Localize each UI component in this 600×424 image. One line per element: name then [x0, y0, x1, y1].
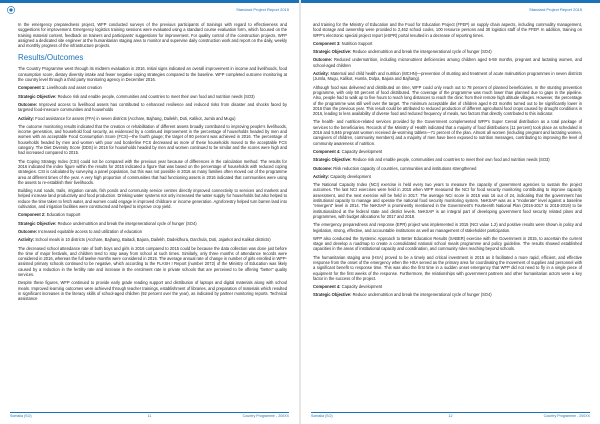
footer-divider	[311, 412, 590, 413]
header-title: Standard Project Report 2015	[529, 7, 582, 12]
paragraph: and training for the Ministry of Education and the Food for Education Project (FFEP) on supply chain aspects, including commodity management, food storage and ownership were provided to 2,462 school cooks, 100 resource persons and 30 logistics staff of the FFEP. In addition, training on WFP's electronic special project report (eSPR) portal resulted in a decrease of reporting times.	[313, 22, 582, 38]
label: Outcome:	[18, 228, 38, 234]
labeled-paragraph: Outcome: Improved access to livelihood assets has contributed to enhanced resilience and reduced risks from disaster and shocks faced by targeted food-insecure communities and households	[18, 101, 287, 113]
left-content	[18, 22, 287, 304]
paragraph: Although food was delivered and distributed on time, WFP could only reach out to 78 percent of planned beneficiaries. In the stunting prevention programme, with only 50 percent of food distributed. The coverage of the programme was much lower than planned due to gaps in the pipeline. Also, people had to walk up to five hours to reach long distances to reach the clinic from their remote high altitude villages. However, the percentage of the programme was still well over the target. The minimum acceptable diet of children aged 6-23 months turned out to be significantly lower in 2016 than the previous year. This result could be attributed to reduced production of different agricultural food crops caused by drought conditions in 2016, leading to less availability of diverse food and reduced frequency of meals, two factors that directly contributed to this indicator.	[313, 84, 582, 117]
footer-right: Country Programme - 200XX	[242, 414, 289, 418]
paragraph: The decreased school attendance rate of both boys and girls in 2016 compared to 2015 could be because the data collection was done just before the time of major festivals, and children tend to stay away from school at such times. Similarly, only three months of attendance records were considered in 2016, whereas the full twelve months were considered in 2015. The average annual rate of change in number of girls enrolled in WFP-assisted primary schools continued to be negative, which according to the FLASH I Report (number 2072) of the Ministry of Education was likely caused by a reduction in the fertility rate and increase in the enrolment rate in private schools that are perceived to be offering "better" quality services.	[18, 245, 287, 277]
label: Component 3:	[313, 40, 341, 46]
labeled-paragraph: Component 2: Education Support	[18, 212, 81, 218]
labeled-paragraph: Outcome: Increased equitable access to and utilization of education	[18, 228, 143, 234]
labeled-paragraph: Component 4: Capacity development	[313, 284, 383, 290]
label: Component 4:	[313, 284, 341, 290]
page-number: 11	[147, 414, 152, 418]
labeled-paragraph: Activity: Capacity development	[313, 173, 371, 179]
wfp-logo-icon	[7, 6, 15, 14]
page-number: 12	[448, 414, 453, 418]
label: Component 4:	[313, 148, 341, 154]
page-header	[301, 6, 600, 16]
label: Activity:	[313, 173, 330, 179]
left-page	[0, 0, 299, 424]
label: Component 1:	[18, 85, 46, 91]
label: Activity:	[313, 71, 330, 77]
label: Strategic Objective:	[313, 49, 352, 55]
labeled-paragraph: Activity: School meals in 10 districts (Acchare, Bajhang, Baitadi, Bajura, Dailekh, Dadeldhura, Darchula, Doti, Jajarkot and Kalikot districts)	[18, 237, 271, 243]
labeled-paragraph: Strategic Objective: Reduce undernutrition and break the intergenerational cycle of hunger (SO4)	[313, 49, 492, 55]
label: Outcome:	[313, 165, 333, 171]
page-header	[0, 6, 299, 16]
labeled-paragraph: Strategic Objective: Reduce undernutrition and break the intergenerational cycle of hunger (SO4)	[18, 220, 197, 226]
label: Strategic Objective:	[18, 220, 57, 226]
labeled-paragraph: Component 1: Livelihoods and asset creation	[18, 85, 102, 91]
label: Strategic Objective:	[313, 292, 352, 298]
label: Strategic Objective:	[313, 157, 352, 163]
footer-right: Country Programme - 200XX	[543, 414, 590, 418]
paragraph: Despite these figures, WFP continued to provide early grade reading support and distribution of laptops and digital materials along with school meals. Improved learning outcomes were achieved through teacher trainings, establishment of libraries, and preparation of materials which resulted in significant increases in the literacy skills of school-aged children (92 percent over the year), as indicated by partner monitoring reports. Technical assistance	[18, 280, 287, 302]
paragraph: WFP also conducted the Systemic Approach to Better Education Results (SABER) exercise with the Government in 2015, to ascertain the current stage and develop a roadmap to create a consolidated national school meals programme and policy guideline. The results showed established capacities in the areas of institutional capacity and coordination, and community roles reaching beyond schools.	[313, 235, 582, 252]
paragraph: The Coping Strategy Index (CSI) could not be compared with the previous year because of differences in the calculation method. The results for 2016 indicated the index figure within the results for 2015 indicated a figure that was based on the percentage of households with reduced coping strategies. CSI is calculated by surveying a panel population, but this was not possible in 2016 as many families often moved out of the programme area at different times of the year. A very high proportion of communities that had functioning assets in 2016 indicated that communities were using the assets to re-establish their livelihoods.	[18, 158, 287, 185]
label: Activity:	[18, 237, 35, 243]
footer-left: Somalia (SO)	[311, 414, 333, 418]
labeled-paragraph: Strategic Objective: Reduce risk and enable people, communities and countries to meet their own food and nutrition needs (SO3)	[18, 93, 255, 99]
top-accent-bar	[0, 0, 299, 3]
paragraph: The outcome monitoring results indicated that the creation or rehabilitation of different assets broadly contributed to improving people's livelihoods, income generation, and household food security, as evidenced by a continued improvement in the percentage of households headed by men and women with an acceptable Food Consumption Score (FCS)—the fourth gauge; the target of 80 percent was achieved in 2016. The percentage of households headed by men and women with poor and borderline FCS decreased as more of these households moved to the acceptable FCS category. The Diet Diversity Score (DDS) in 2016 for households headed by men and women continued to be similar and the scores were high and had increased compared to 2015.	[18, 123, 287, 156]
paragraph: The National Capacity Index (NCI) exercise is held every two years to measure the capacity of government agencies to sustain the project outcomes. The last NCI exercises were held in 2015 when WFP measured the NCI for food security monitoring contributing to improve capacity assessment, and the next exercise will be held in 2017. The average NCI score in 2015 was 16 out of 24, indicating that the government has institutional capacity to manage and operate the national food security monitoring system. NeKSAP was as a "moderate" level against a baseline "emergent" level in 2014. The NeKSAP is prominently mentioned in the Government's Fourteenth National Plan (2016-2017 to 2018-2019) to be institutionalized at the federal state and district levels. NeKSAP is an integral part of developing government food security related plans and programmes, with budget allocations for 2017 and 2018.	[313, 182, 582, 219]
labeled-paragraph: Activity: Food assistance for assets (FFA) in seven districts (Acchare, Bajhang, Dailekh, Doti, Kalikot, Jumla and Mugu)	[18, 115, 236, 121]
labeled-paragraph: Outcome: Risk reduction capacity of countries, communities and institutions strengthened	[313, 165, 477, 171]
footer-left: Somalia (SO)	[10, 414, 32, 418]
label: Component 2:	[18, 212, 46, 218]
header-title: Standard Project Report 2015	[236, 7, 289, 12]
labeled-paragraph: Component 4: Capacity development	[313, 148, 383, 154]
labeled-paragraph: Strategic Objective: Reduce risk and enable people, communities and countries to meet their own food and nutrition needs (SO3)	[313, 157, 550, 163]
label: Outcome:	[18, 101, 38, 107]
labeled-paragraph: Component 3: Nutrition Support	[313, 40, 373, 46]
paragraph: The Country Programme went through its midterm evaluation in 2016. Initial signs indicated an overall improvement in income and livelihoods, food consumption score, dietary diversity intake and fewer negative coping strategies compared to the baseline. WFP completed outcome monitoring at the country level through a third party monitoring agency in December 2016.	[18, 66, 287, 83]
section-title: Results/Outcomes	[18, 53, 84, 63]
page-footer	[301, 412, 600, 420]
paragraph: Building rural roads, trails, irrigation canals, fish ponds and community service centres directly improved connectivity to services and markets and helped increase land productivity and food production. Drinking water systems not only increased the water supply for households but also helped to reduce the time taken to fetch water, and women could engage in improved childcare or income generation. Agroforestry helped turn barren land into cultivation, and irrigation facilities were constructed and helped to improve crop yield.	[18, 188, 287, 210]
footer-divider	[10, 412, 289, 413]
paragraph: The emergency preparedness and response (EPR) project was implemented in 2015 (NCI value 1.2) and positive results were shown in policy and legislation, strong, effective, and accountable institutions as well as management of stakeholder participation.	[313, 222, 582, 233]
label: Outcome:	[313, 57, 333, 63]
paragraph: The humanitarian staging area (HSA) proved to be a timely and critical investment in 2015 as it facilitated a more rapid, efficient, and effective response from the onset of the emergency when the HSA served as the primary area for coordinating the movement of supplies and personnel with a significant benefit to response time. This was also the first time in a sudden onset emergency that WFP did not need to fly in a single piece of equipment for the first weeks of the response. Furthermore, the relationships with government partners and other humanitarian actors were a key factor in the success of the project.	[313, 254, 582, 281]
right-page	[301, 0, 600, 424]
label: Activity:	[18, 115, 35, 121]
top-accent-bar	[301, 0, 600, 3]
label: Strategic Objective:	[18, 93, 57, 99]
labeled-paragraph: Outcome: Reduced undernutrition, including micronutrient deficiencies among children aged 6-59 months, pregnant and lactating women, and school-aged children	[313, 57, 582, 68]
labeled-paragraph: Strategic Objective: Reduce undernutrition and break the intergenerational cycle of hunger (SO4)	[313, 292, 492, 298]
page-footer	[0, 412, 299, 420]
right-content	[313, 22, 582, 301]
labeled-paragraph: Activity: Maternal and child health and nutrition (MCHN)—prevention of stunting and treatment of acute malnutrition programmes in seven districts (Jumla, Mugu, Kalikot, Humla, Dolpa, Bajura and Bajhang).	[313, 71, 582, 82]
intro-paragraph: In the emergency preparedness project, WFP conducted surveys of the previous participants of trainings with regard to effectiveness and suggestions for improvement. Emergency logistics training sessions were evaluated using a standard course evaluation form, which focused on the training material content, feedback on trainers and participants' suggestions for improvement. For quality control of the construction projects, WFP assigned a dedicated site engineer at the humanitarian staging area to monitor and supervise daily construction work and report on the daily, weekly and monthly progress of the infrastructure projects.	[18, 22, 287, 49]
paragraph: The health- and nutrition-related services provided by the Government complemented WFP's Super Cereal distribution as a total package of services to the beneficiaries. Records of the Ministry of Health indicated that a majority of food distributions (11 percent) took place as scheduled in 2016 and 5,846 pregnant women received de-worming tablets—71 percent of the plan. Almost all women (including pregnant and lactating women, caregivers of children, community members) and a majority of men have been exposed to nutrition messages, contributing to improving the level of community awareness of nutrition.	[313, 119, 582, 146]
